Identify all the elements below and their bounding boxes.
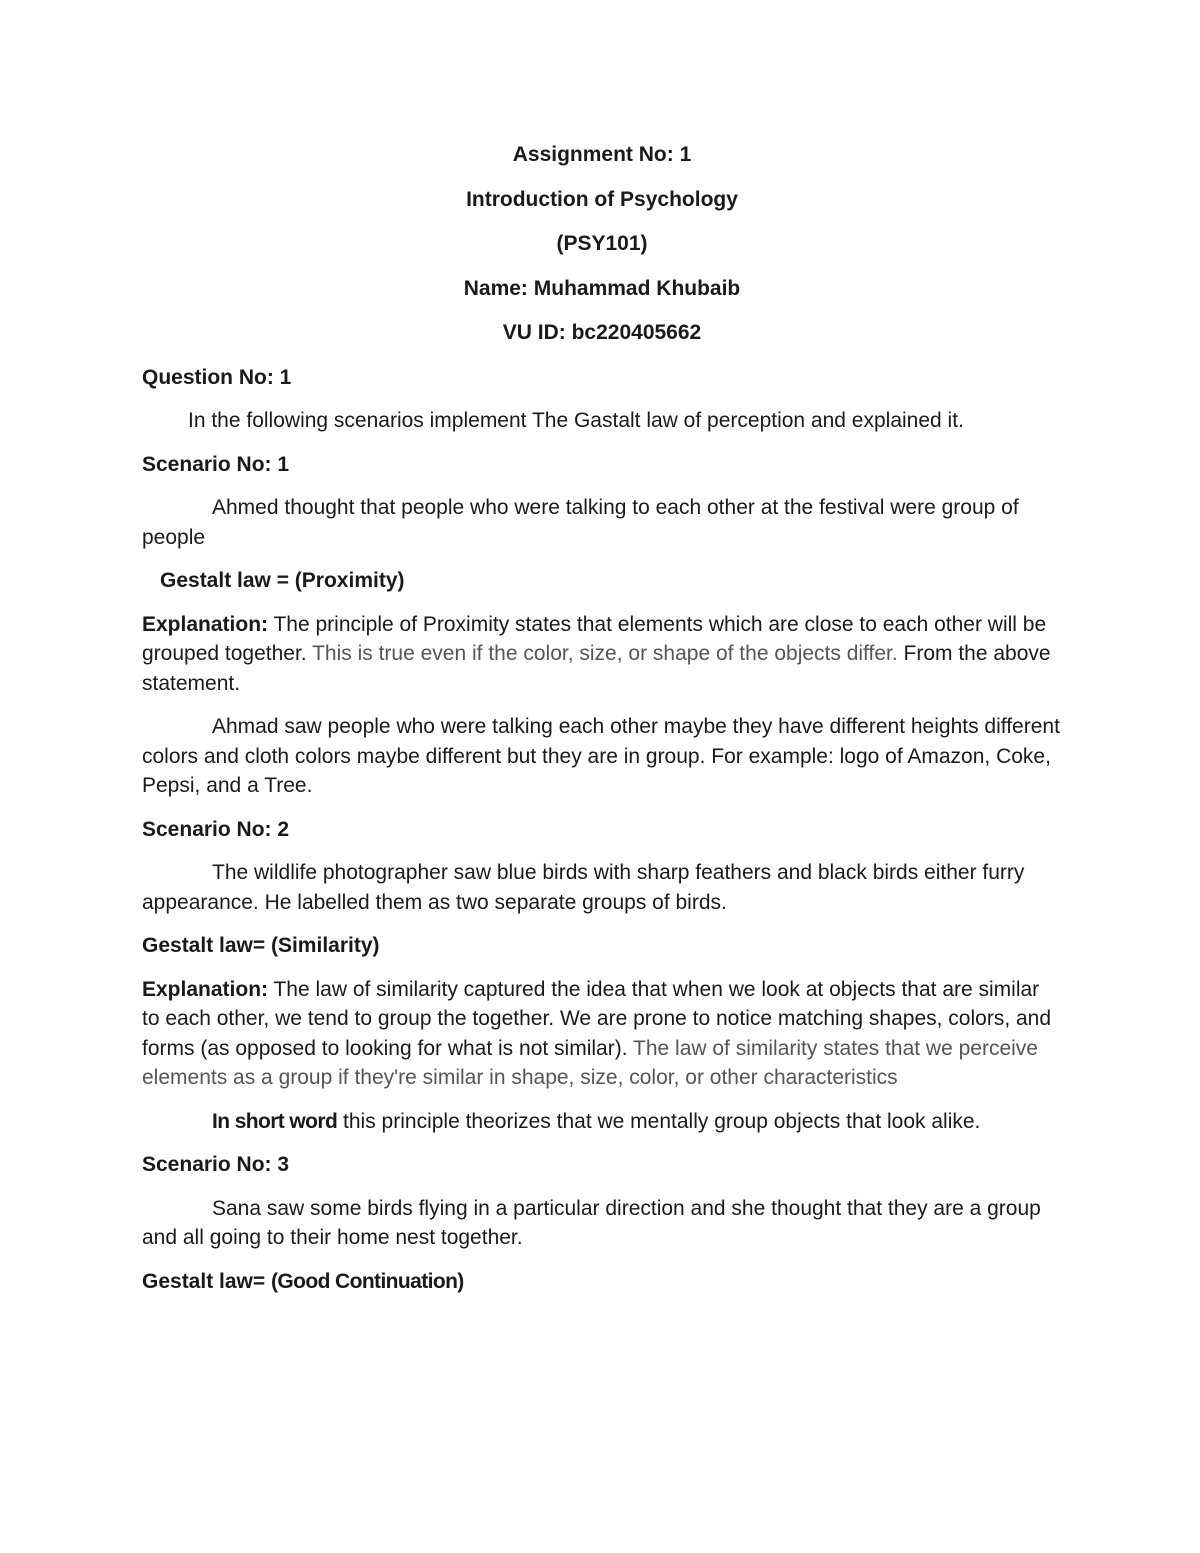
explanation-tail: From the above statement.: [142, 642, 1051, 695]
question-heading: Question No: 1: [142, 365, 292, 389]
scenario-1-paragraph: Ahmad saw people who were talking each other maybe they have different heights different colors and cloth colors maybe different but they are in group. For example: logo of Amazon, Coke, Pepsi, and a Tree.: [142, 715, 1060, 797]
scenario-1-law: Gestalt law = (Proximity): [160, 569, 405, 592]
explanation-text: The law of similarity captured the idea that when we look at objects that are similar to each other, we tend to group the together. We are prone to notice matching shapes, colors, and forms (as opposed to looking for what is not similar).: [142, 977, 1052, 1060]
explanation-label: Explanation:: [142, 977, 269, 1001]
law-prefix: Gestalt law=: [142, 1269, 271, 1293]
scenario-2-short-word: [142, 1107, 1062, 1137]
scenario-2-explanation: [142, 975, 1062, 1093]
explanation-label: Explanation:: [142, 612, 269, 636]
scenario-3-text: Sana saw some birds flying in a particular direction and she thought that they are a group and all going to their home nest together.: [142, 1196, 1041, 1249]
assignment-title: Assignment No: 1: [512, 143, 692, 166]
scenario-3-law: [142, 1267, 1062, 1297]
scenario-2-heading: Scenario No: 2: [142, 817, 290, 841]
explanation-text: The principle of Proximity states that elements which are close to each other will be grouped together.: [142, 612, 1047, 665]
scenario-2-text: The wildlife photographer saw blue birds with sharp feathers and black birds either furry appearance. He labelled them as two separate groups of birds.: [142, 861, 1025, 914]
document-content: [142, 140, 1062, 1310]
explanation-muted-text: This is true even if the color, size, or shape of the objects differ.: [312, 642, 898, 665]
scenario-1-explanation: [142, 610, 1062, 699]
scenario-1-heading: Scenario No: 1: [142, 452, 290, 476]
student-name: Name: Muhammad Khubaib: [463, 276, 741, 300]
short-word-text: this principle theorizes that we mentally group objects that look alike.: [337, 1109, 981, 1133]
scenario-3-heading: Scenario No: 3: [142, 1153, 290, 1176]
course-title: Introduction of Psychology: [466, 187, 738, 211]
question-prompt: In the following scenarios implement The Gastalt law of perception and explained it.: [188, 409, 964, 432]
law-name: (Good Continuation): [270, 1269, 464, 1293]
scenario-1-text: Ahmed thought that people who were talking to each other at the festival were group of people: [142, 496, 1019, 549]
course-code: (PSY101): [556, 232, 648, 255]
short-word-label: In short word: [212, 1109, 338, 1133]
explanation-muted-text: The law of similarity states that we perceive elements as a group if they're similar in shape, size, color, or other characteristics: [142, 1036, 1038, 1089]
student-id: VU ID: bc220405662: [502, 321, 702, 344]
scenario-2-law: Gestalt law= (Similarity): [142, 934, 380, 957]
